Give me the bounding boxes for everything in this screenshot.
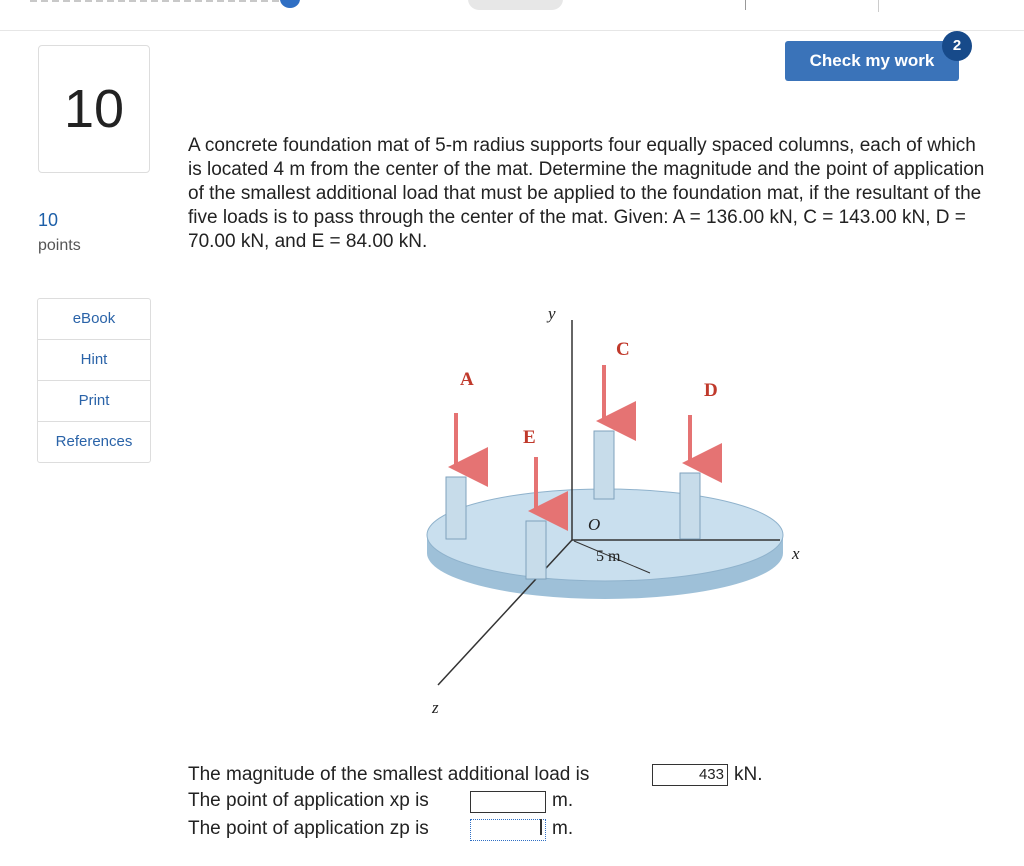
column-d (680, 473, 700, 539)
check-my-work-button[interactable]: Check my work (785, 41, 959, 81)
mat-top (427, 489, 783, 581)
xp-label: The point of application xp is (188, 790, 429, 811)
magnitude-label: The magnitude of the smallest additional load is (188, 764, 590, 785)
xp-input[interactable] (470, 791, 546, 813)
label-c: C (616, 339, 630, 360)
divider (745, 0, 746, 10)
progress-indicator-icon[interactable] (280, 0, 300, 8)
label-x-axis: x (792, 544, 800, 563)
foundation-mat-figure (410, 295, 820, 725)
question-selector[interactable] (468, 0, 563, 10)
divider (878, 0, 879, 12)
assignment-title-fragment (30, 0, 280, 2)
label-d: D (704, 380, 718, 401)
magnitude-unit: kN. (734, 764, 763, 785)
ebook-button[interactable]: eBook (38, 299, 150, 340)
label-a: A (460, 369, 474, 390)
problem-statement: A concrete foundation mat of 5-m radius supports four equally spaced columns, each of which is located 4 m from the center of the mat. Determine the magnitude and the point of application of the smallest additional load that must be applied to the foundation mat, if the resultant of the five loads is to pass through the center of the mat. Given: A = 136.00 kN, C = 143.00 kN, D = 70.00 kN, and E = 84.00 kN. (188, 135, 985, 252)
attempts-badge: 2 (942, 31, 972, 61)
resource-sidebar (37, 298, 151, 463)
xp-unit: m. (552, 790, 574, 811)
zp-input[interactable] (470, 819, 546, 841)
question-number-box (38, 45, 150, 173)
magnitude-row (188, 762, 763, 788)
magnitude-input[interactable]: 433 (652, 764, 728, 786)
column-a (446, 477, 466, 539)
label-y-axis: y (548, 304, 556, 323)
column-c (594, 431, 614, 499)
points-value: 10 (38, 210, 59, 230)
references-button[interactable]: References (55, 433, 133, 450)
points-label: points (38, 237, 81, 254)
label-z-axis: z (432, 698, 439, 717)
hint-button[interactable]: Hint (38, 340, 150, 381)
label-radius: 5 m (596, 548, 621, 565)
zp-row (188, 816, 574, 842)
top-navigation-bar (0, 0, 1024, 31)
zp-unit: m. (552, 818, 574, 839)
question-number: 10 (63, 79, 125, 139)
column-e (526, 521, 546, 579)
zp-label: The point of application zp is (188, 818, 429, 839)
label-origin: O (588, 515, 601, 534)
xp-row (188, 788, 574, 814)
print-button[interactable]: Print (38, 381, 150, 422)
text-caret (540, 819, 542, 835)
label-e: E (523, 427, 536, 448)
